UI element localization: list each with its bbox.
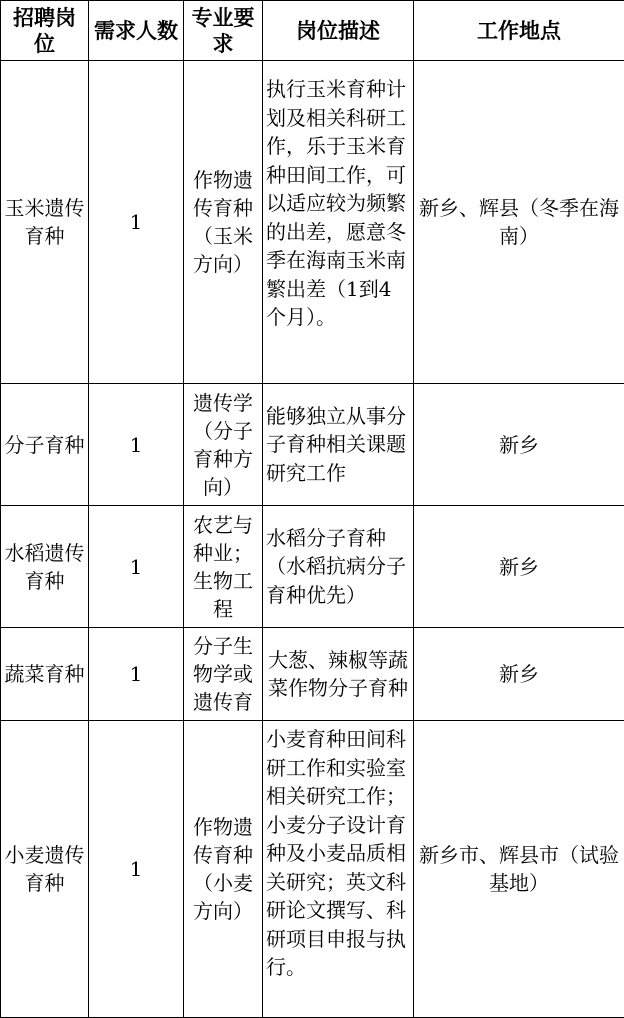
header-position: 招聘岗位	[1, 1, 89, 61]
cell-major: 作物遗传育种（小麦方向）	[184, 721, 263, 1018]
table-row	[1, 506, 624, 628]
cell-position: 小麦遗传育种	[1, 721, 89, 1018]
cell-description: 大葱、辣椒等蔬菜作物分子育种	[263, 628, 414, 721]
cell-location: 新乡	[414, 384, 624, 506]
cell-location: 新乡	[414, 506, 624, 628]
cell-count: 1	[89, 506, 184, 628]
cell-description: 能够独立从事分子育种相关课题研究工作	[263, 384, 414, 506]
cell-major: 遗传学（分子育种方向）	[184, 384, 263, 506]
cell-major: 农艺与种业；生物工程	[184, 506, 263, 628]
cell-position: 蔬菜育种	[1, 628, 89, 721]
header-description: 岗位描述	[263, 1, 414, 61]
cell-major: 作物遗传育种（玉米方向）	[184, 61, 263, 384]
table-row	[1, 721, 624, 1018]
cell-location: 新乡	[414, 628, 624, 721]
header-row	[1, 1, 624, 61]
cell-count: 1	[89, 721, 184, 1018]
cell-major: 分子生物学或遗传育	[184, 628, 263, 721]
table-row	[1, 628, 624, 721]
cell-position: 水稻遗传育种	[1, 506, 89, 628]
cell-position: 玉米遗传育种	[1, 61, 89, 384]
cell-position: 分子育种	[1, 384, 89, 506]
cell-location: 新乡、辉县（冬季在海南）	[414, 61, 624, 384]
cell-count: 1	[89, 61, 184, 384]
cell-count: 1	[89, 384, 184, 506]
cell-description: 水稻分子育种（水稻抗病分子育种优先）	[263, 506, 414, 628]
header-count: 需求人数	[89, 1, 184, 61]
header-major: 专业要求	[184, 1, 263, 61]
header-location: 工作地点	[414, 1, 624, 61]
table-row	[1, 61, 624, 384]
cell-location: 新乡市、辉县市（试验基地）	[414, 721, 624, 1018]
cell-description: 小麦育种田间科研工作和实验室相关研究工作；小麦分子设计育种及小麦品质相关研究；英文科研论文撰写、科研项目申报与执行。	[263, 721, 414, 1018]
table-row	[1, 384, 624, 506]
cell-description: 执行玉米育种计划及相关科研工作，乐于玉米育种田间工作，可以适应较为频繁的出差，愿意冬季在海南玉米南繁出差（1到4个月）。	[263, 61, 414, 384]
cell-count: 1	[89, 628, 184, 721]
